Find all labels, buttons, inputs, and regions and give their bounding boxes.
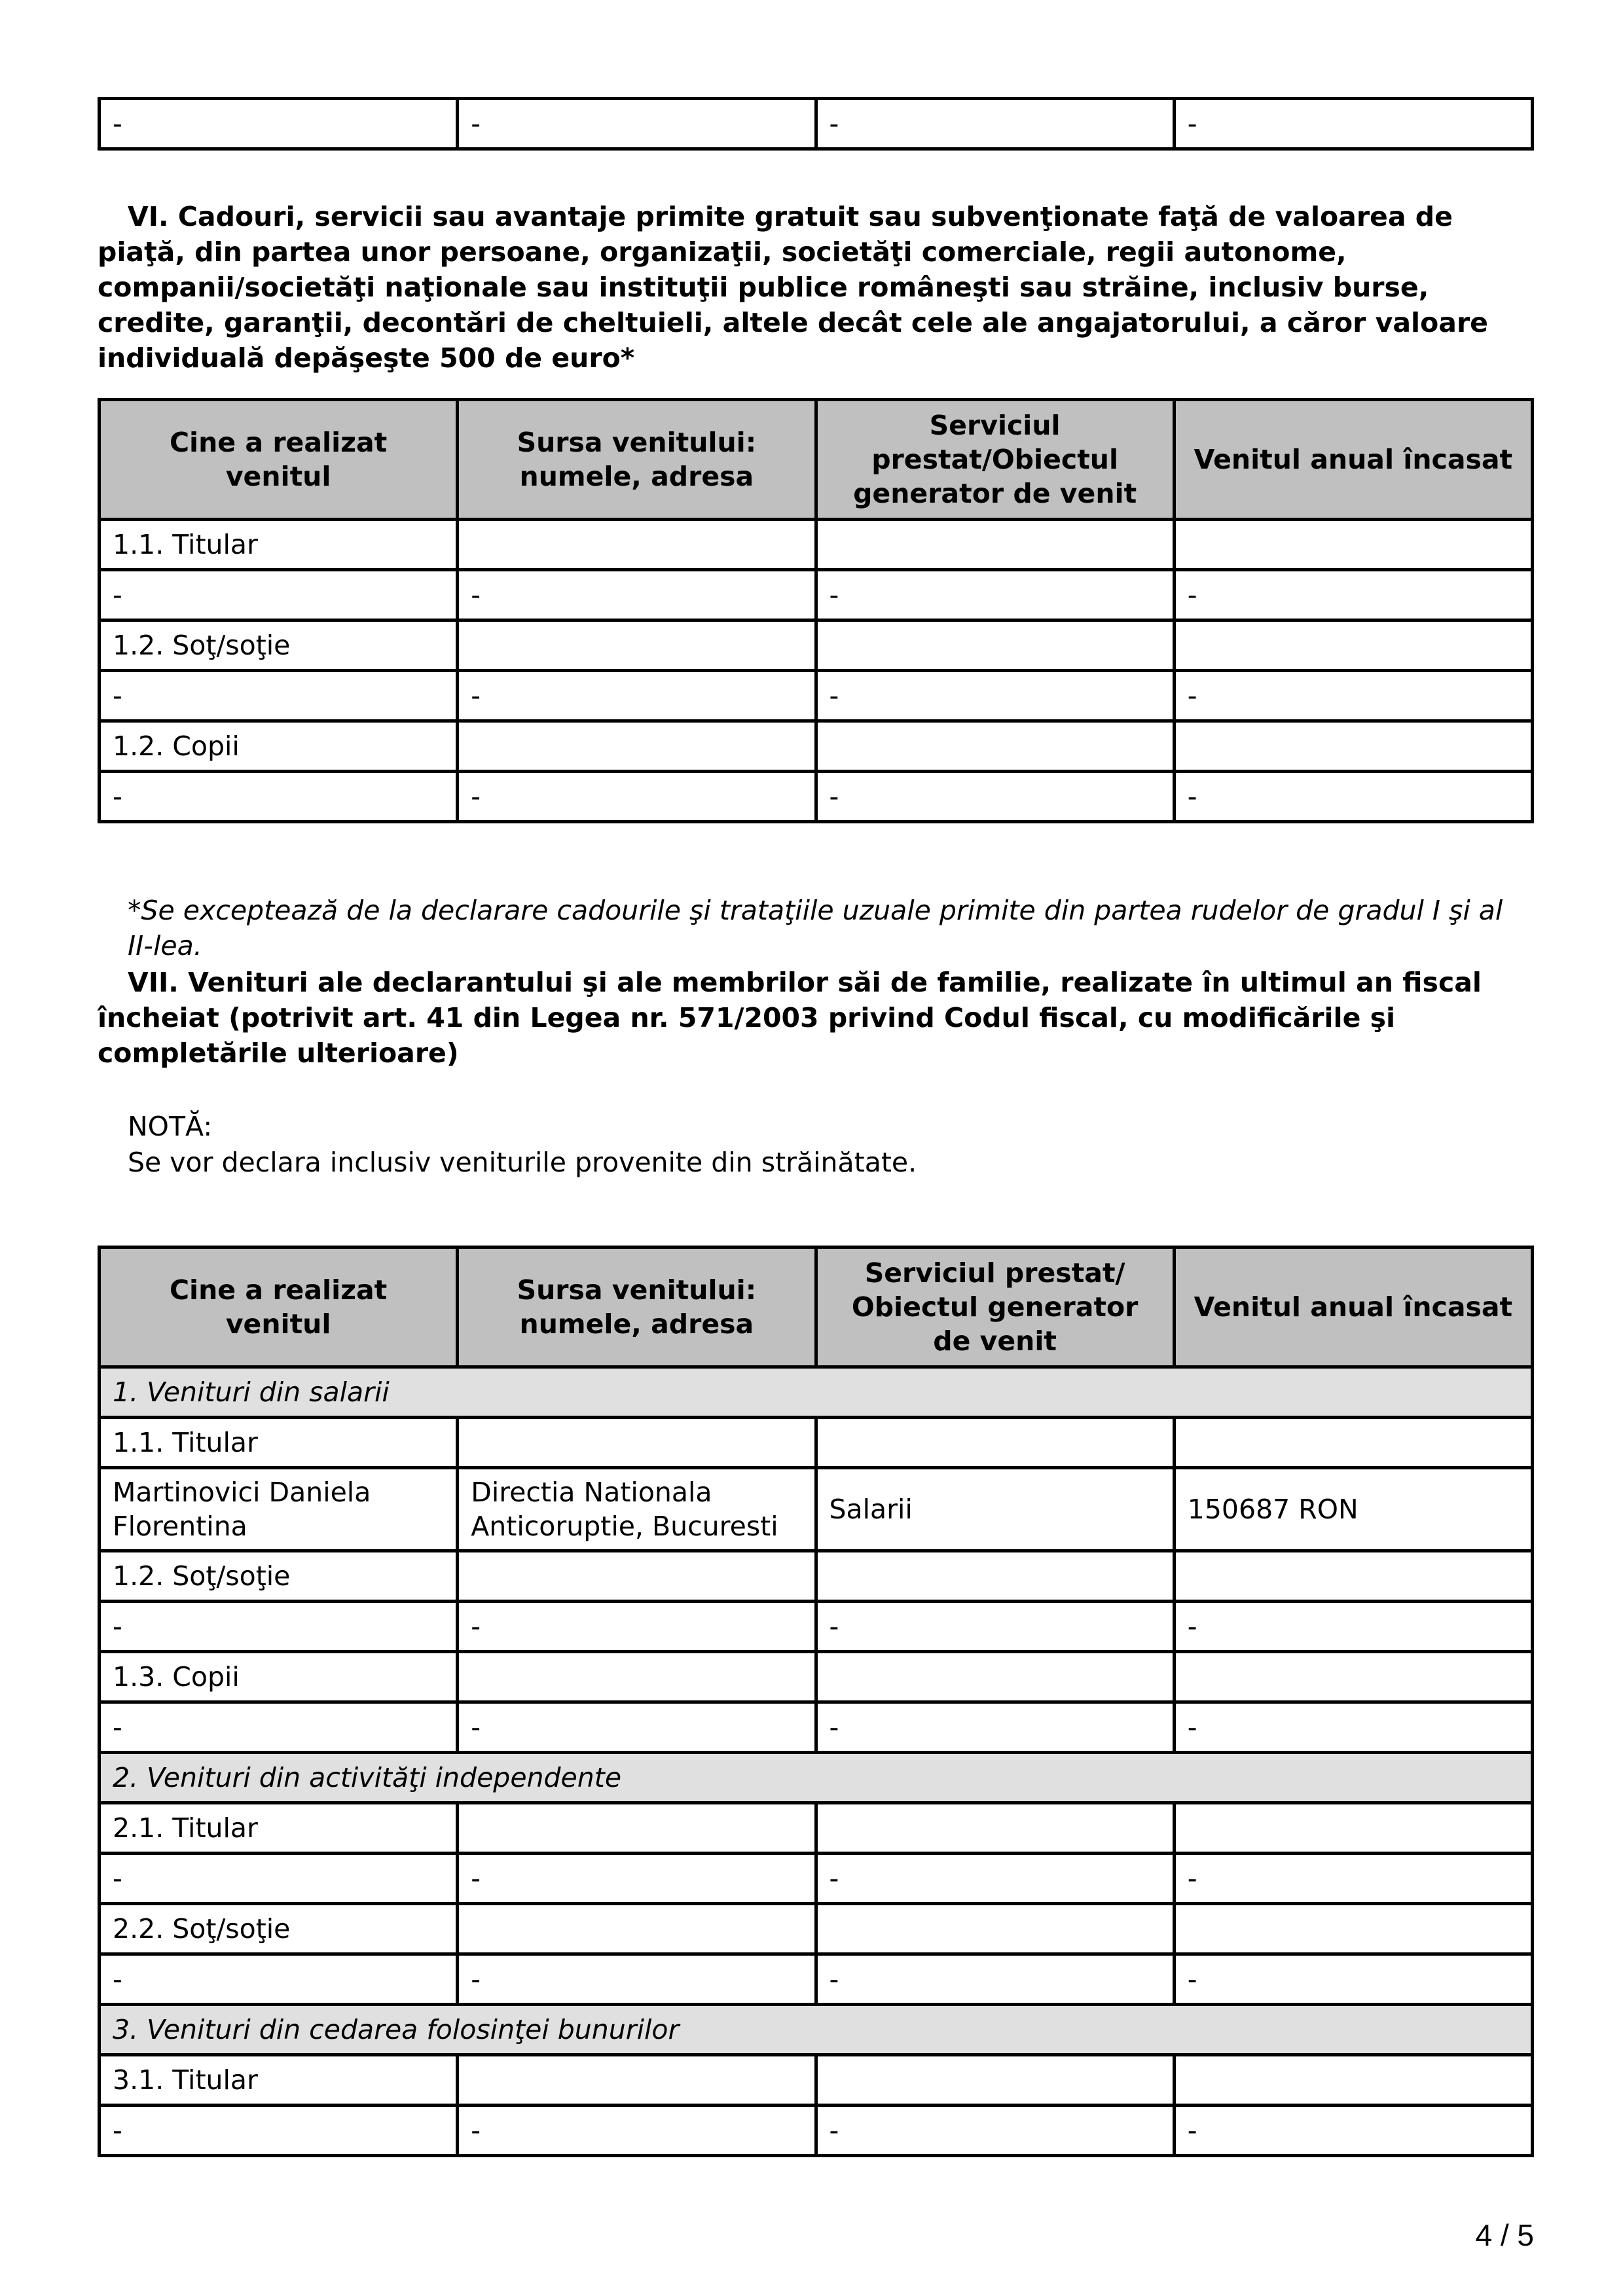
table-cell xyxy=(1174,1803,1532,1854)
table-row xyxy=(100,99,1533,149)
note-text: Se vor declara inclusiv veniturile provenite din străinătate. xyxy=(128,1147,917,1178)
table-cell: 1.3. Copii xyxy=(100,1652,458,1702)
table-cell xyxy=(458,520,816,570)
table-cell: Directia Nationala Anticoruptie, Bucuresti xyxy=(458,1468,816,1551)
table-cell: - xyxy=(458,1954,816,2005)
gifts-footnote: *Se exceptează de la declarare cadourile şi trataţiile uzuale primite din partea rudelor de gradul I şi al II-lea. xyxy=(128,895,1503,961)
table-cell xyxy=(816,1418,1174,1468)
table-cell xyxy=(816,721,1174,772)
table-cell xyxy=(816,1652,1174,1702)
table-cell xyxy=(816,520,1174,570)
table-cell xyxy=(1174,2055,1532,2106)
income-table xyxy=(98,1246,1534,2157)
table-cell xyxy=(1174,1551,1532,1602)
table-cell: - xyxy=(816,1954,1174,2005)
table-row xyxy=(100,671,1533,721)
table-cell: Salarii xyxy=(816,1468,1174,1551)
table-cell xyxy=(816,1551,1174,1602)
table-cell xyxy=(458,1551,816,1602)
section-title: 1. Venituri din salarii xyxy=(100,1367,1533,1418)
table-row xyxy=(100,1904,1533,1954)
table-cell: - xyxy=(100,1702,458,1753)
table-cell: 150687 RON xyxy=(1174,1468,1532,1551)
table-row xyxy=(100,520,1533,570)
table-cell xyxy=(1174,1904,1532,1954)
column-header: Venitul anual încasat xyxy=(1174,400,1532,520)
table-cell: - xyxy=(816,1854,1174,1904)
table-row xyxy=(100,772,1533,822)
section-vi-heading: VI. Cadouri, servicii sau avantaje primite gratuit sau subvenţionate faţă de valoarea de piaţă, din partea unor persoane, organizaţii, societăţi comerciale, regii autonome, companii/societăţi naţionale sau instituţii publice româneşti sau străine, inclusiv burse, credite, garanţii, decontări de cheltuieli, altele decât cele ale angajatorului, a căror valoare individuală depăşeşte 500 de euro* xyxy=(98,201,1488,374)
table-cell: - xyxy=(1174,1954,1532,2005)
table-cell: 1.1. Titular xyxy=(100,520,458,570)
table-cell: 2.2. Soţ/soţie xyxy=(100,1904,458,1954)
section-row xyxy=(100,1753,1533,1803)
table-row xyxy=(100,1702,1533,1753)
table-cell: 1.1. Titular xyxy=(100,1418,458,1468)
table-header-row xyxy=(100,1247,1533,1367)
table-cell: - xyxy=(816,99,1174,149)
column-header: Serviciul prestat/Obiectul generator de venit xyxy=(816,400,1174,520)
table-cell xyxy=(1174,1652,1532,1702)
table-row xyxy=(100,1551,1533,1602)
table-cell xyxy=(458,721,816,772)
table-cell: - xyxy=(100,1954,458,2005)
table-cell: - xyxy=(458,671,816,721)
table-row xyxy=(100,1803,1533,1854)
table-cell xyxy=(458,1652,816,1702)
page-number: 4 / 5 xyxy=(1475,2218,1534,2252)
table-row xyxy=(100,2055,1533,2106)
table-row xyxy=(100,721,1533,772)
table-cell xyxy=(458,2055,816,2106)
table-cell: 2.1. Titular xyxy=(100,1803,458,1854)
table-cell xyxy=(458,1803,816,1854)
table-cell: - xyxy=(1174,1702,1532,1753)
table-cell: - xyxy=(816,2106,1174,2156)
column-header: Sursa venitului: numele, adresa xyxy=(458,400,816,520)
table-cell: - xyxy=(100,570,458,620)
table-cell xyxy=(1174,620,1532,671)
table-cell xyxy=(816,1803,1174,1854)
table-cell xyxy=(458,1418,816,1468)
table-cell xyxy=(458,1904,816,1954)
table-cell: - xyxy=(100,2106,458,2156)
table-cell: 3.1. Titular xyxy=(100,2055,458,2106)
table-cell: - xyxy=(458,1854,816,1904)
continuation-table xyxy=(98,97,1534,151)
table-cell: - xyxy=(458,1602,816,1652)
table-cell: - xyxy=(1174,772,1532,822)
table-row xyxy=(100,1652,1533,1702)
table-row xyxy=(100,1854,1533,1904)
column-header: Sursa venitului: numele, adresa xyxy=(458,1247,816,1367)
table-cell: - xyxy=(816,1602,1174,1652)
table-row xyxy=(100,620,1533,671)
table-cell xyxy=(816,2055,1174,2106)
column-header: Cine a realizat venitul xyxy=(100,400,458,520)
section-title: 3. Venituri din cedarea folosinţei bunurilor xyxy=(100,2005,1533,2055)
table-cell: Martinovici Daniela Florentina xyxy=(100,1468,458,1551)
column-header: Venitul anual încasat xyxy=(1174,1247,1532,1367)
table-cell: - xyxy=(100,772,458,822)
table-cell: - xyxy=(1174,99,1532,149)
table-cell: 1.2. Soţ/soţie xyxy=(100,620,458,671)
table-cell: - xyxy=(100,1854,458,1904)
table-cell: - xyxy=(458,772,816,822)
table-cell: - xyxy=(816,570,1174,620)
table-row xyxy=(100,1418,1533,1468)
table-row xyxy=(100,570,1533,620)
column-header: Serviciul prestat/ Obiectul generator de venit xyxy=(816,1247,1174,1367)
table-cell: - xyxy=(100,99,458,149)
table-cell: - xyxy=(458,570,816,620)
table-cell: - xyxy=(816,1702,1174,1753)
section-title: 2. Venituri din activităţi independente xyxy=(100,1753,1533,1803)
table-cell: 1.2. Copii xyxy=(100,721,458,772)
table-cell xyxy=(458,620,816,671)
table-cell: - xyxy=(458,1702,816,1753)
table-row xyxy=(100,2106,1533,2156)
table-cell: - xyxy=(100,1602,458,1652)
table-cell: - xyxy=(816,671,1174,721)
table-cell: - xyxy=(1174,2106,1532,2156)
table-cell: - xyxy=(1174,671,1532,721)
section-vii-heading: VII. Venituri ale declarantului şi ale membrilor săi de familie, realizate în ultimul an fiscal încheiat (potrivit art. 41 din Legea nr. 571/2003 privind Codul fiscal, cu modificările şi completările ulterioare) xyxy=(98,967,1482,1069)
table-cell: 1.2. Soţ/soţie xyxy=(100,1551,458,1602)
table-row xyxy=(100,1954,1533,2005)
table-cell xyxy=(1174,1418,1532,1468)
table-cell: - xyxy=(458,99,816,149)
section-row xyxy=(100,2005,1533,2055)
table-cell: - xyxy=(1174,1854,1532,1904)
table-cell xyxy=(1174,520,1532,570)
table-cell: - xyxy=(1174,1602,1532,1652)
column-header: Cine a realizat venitul xyxy=(100,1247,458,1367)
table-cell: - xyxy=(458,2106,816,2156)
table-cell xyxy=(1174,721,1532,772)
gifts-table xyxy=(98,398,1534,823)
table-cell xyxy=(816,1904,1174,1954)
table-row xyxy=(100,1602,1533,1652)
table-header-row xyxy=(100,400,1533,520)
table-cell: - xyxy=(816,772,1174,822)
table-cell xyxy=(816,620,1174,671)
table-row xyxy=(100,1468,1533,1551)
table-cell: - xyxy=(100,671,458,721)
note-title: NOTĂ: xyxy=(128,1111,213,1142)
section-row xyxy=(100,1367,1533,1418)
table-cell: - xyxy=(1174,570,1532,620)
